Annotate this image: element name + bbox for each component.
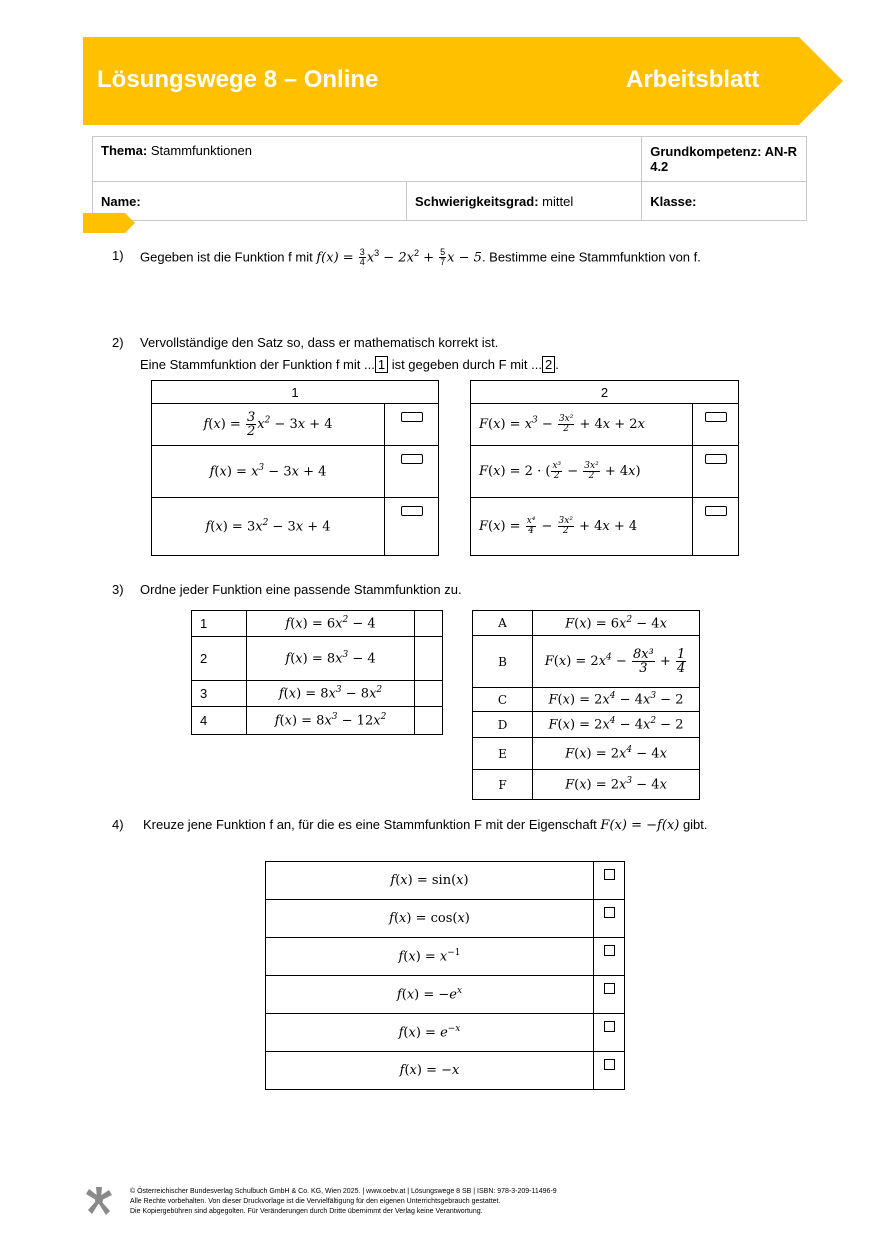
worksheet-info-table [92, 136, 807, 221]
option-2a-checkbox[interactable] [693, 404, 739, 446]
gap-1: 1 [375, 356, 388, 373]
choice-cos: f(x) = cos(x) [266, 900, 594, 938]
choice-cos-checkbox[interactable] [594, 900, 625, 938]
function-label-2: 2 [192, 637, 247, 681]
option-1a-checkbox[interactable] [385, 404, 439, 446]
antiderivative-d: $F(x) = 2x^4 - 4x^2 - 2$ [533, 712, 700, 738]
question-4: 4) Kreuze jene Funktion f an, für die es eine Stammfunktion F mit der Eigenschaft F(x) = −f(x) gibt. [112, 817, 708, 833]
option-2c: F(x) = $\frac{\text{x⁴}}{4}$ − $\frac{\text{3x²}}{2}$ + 4x + 4 [471, 498, 693, 556]
choice-neg-x-checkbox[interactable] [594, 1052, 625, 1090]
section-tab-marker [83, 213, 135, 233]
function-label-1: 1 [192, 611, 247, 637]
multiple-choice-table [265, 861, 625, 1090]
option-2b: F(x) = 2 · ( $\frac{\text{x³}}{2}$ − $\frac{\text{3x²}}{2}$ + 4x) [471, 446, 693, 498]
choice-exp-neg: $f(x) = e^{-x}$ [266, 1014, 594, 1052]
option-1a: f(x) = $\frac{3}{2}$ $x^2 - 3x + 4$ [152, 404, 385, 446]
answer-field-3[interactable] [415, 681, 443, 707]
choice-sin: f(x) = sin(x) [266, 862, 594, 900]
answer-field-1[interactable] [415, 611, 443, 637]
option-1b: $f(x) = x^3 - 3x + 4$ [152, 446, 385, 498]
option-2b-checkbox[interactable] [693, 446, 739, 498]
answer-field-4[interactable] [415, 707, 443, 735]
antiderivative-a: $F(x) = 6x^2 - 4x$ [533, 611, 700, 636]
question-number: 1) [112, 248, 124, 263]
document-type-label: Arbeitsblatt [626, 66, 760, 93]
choice-inverse: $f(x) = x^{-1}$ [266, 938, 594, 976]
antiderivative-b: $F(x) = 2x^4$ − $\frac{\text{8x³}}{3}$ + $\frac{1}{4}$ [533, 636, 700, 688]
class-field[interactable]: Klasse: [642, 182, 807, 221]
choice-neg-exp-checkbox[interactable] [594, 976, 625, 1014]
topic-cell: Thema: Stammfunktionen [93, 137, 642, 182]
question-3: 3) Ordne jeder Funktion eine passende Stammfunktion zu. [112, 582, 462, 597]
antiderivative-label-a: A [473, 611, 533, 636]
function-1: $f(x) = 6x^2 - 4$ [247, 611, 415, 637]
antiderivative-label-b: B [473, 636, 533, 688]
antiderivative-label-d: D [473, 712, 533, 738]
answer-field-2[interactable] [415, 637, 443, 681]
function-2: $f(x) = 8x^3 - 4$ [247, 637, 415, 681]
antiderivative-f: $F(x) = 2x^3 - 4x$ [533, 770, 700, 800]
antiderivative-label-e: E [473, 738, 533, 770]
topic-value: Stammfunktionen [150, 143, 253, 158]
question-1: 1) Gegeben ist die Funktion f mit f(x) = $\frac{3}{4}$ $x^3 - 2x^2$ + $\frac{5}{7}$ x − 5. Bestimme eine Stammfunktion von f. [112, 247, 701, 268]
choice-inverse-checkbox[interactable] [594, 938, 625, 976]
worksheet-series-title: Lösungswege 8 – Online [97, 66, 379, 93]
gap-2-options-table [470, 380, 739, 556]
difficulty-cell: Schwierigkeitsgrad: mittel [407, 182, 642, 221]
option-1c-checkbox[interactable] [385, 498, 439, 556]
choice-exp-neg-checkbox[interactable] [594, 1014, 625, 1052]
table-header: 2 [471, 381, 739, 404]
competence-cell: Grundkompetenz: AN-R 4.2 [642, 137, 807, 182]
option-1c: $f(x) = 3x^2 - 3x + 4$ [152, 498, 385, 556]
function-3: $f(x) = 8x^3 - 8x^2$ [247, 681, 415, 707]
publisher-logo-icon [84, 1186, 114, 1216]
antiderivative-e: $F(x) = 2x^4 - 4x$ [533, 738, 700, 770]
name-field[interactable]: Name: [93, 182, 407, 221]
question-2: 2) Vervollständige den Satz so, dass er mathematisch korrekt ist. [112, 335, 499, 350]
function-label-4: 4 [192, 707, 247, 735]
gap-1-options-table [151, 380, 439, 556]
antiderivatives-table [472, 610, 700, 800]
functions-table [191, 610, 443, 735]
antiderivative-c: $F(x) = 2x^4 - 4x^3 - 2$ [533, 688, 700, 712]
choice-neg-exp: $f(x) = -e^x$ [266, 976, 594, 1014]
gap-2: 2 [542, 356, 555, 373]
option-2a: $F(x) = x^3$ − $\frac{\text{3x²}}{2}$ + 4x + 2x [471, 404, 693, 446]
function-label-3: 3 [192, 681, 247, 707]
function-4: $f(x) = 8x^3 - 12x^2$ [247, 707, 415, 735]
option-1b-checkbox[interactable] [385, 446, 439, 498]
question-2-sentence: Eine Stammfunktion der Funktion f mit ... 1 ist gegeben durch F mit ... 2 . [140, 357, 559, 372]
choice-sin-checkbox[interactable] [594, 862, 625, 900]
table-header: 1 [152, 381, 439, 404]
antiderivative-label-c: C [473, 688, 533, 712]
choice-neg-x: f(x) = −x [266, 1052, 594, 1090]
antiderivative-label-f: F [473, 770, 533, 800]
footer-copyright: © Österreichischer Bundesverlag Schulbuch GmbH & Co. KG, Wien 2025. | www.oebv.at | Lösungswege 8 SB | ISBN: 978-3-209-11496-9 Alle Rechte vorbehalten. Von dieser Druckvorlage ist die Vervielfältigung für den eigenen Unterrichtsgebrauch gestattet. Die Kopiergebühren sind abgegolten. Für Veränderungen durch Dritte übernimmt der Verlag keine Verantwortung. [130, 1188, 557, 1215]
option-2c-checkbox[interactable] [693, 498, 739, 556]
